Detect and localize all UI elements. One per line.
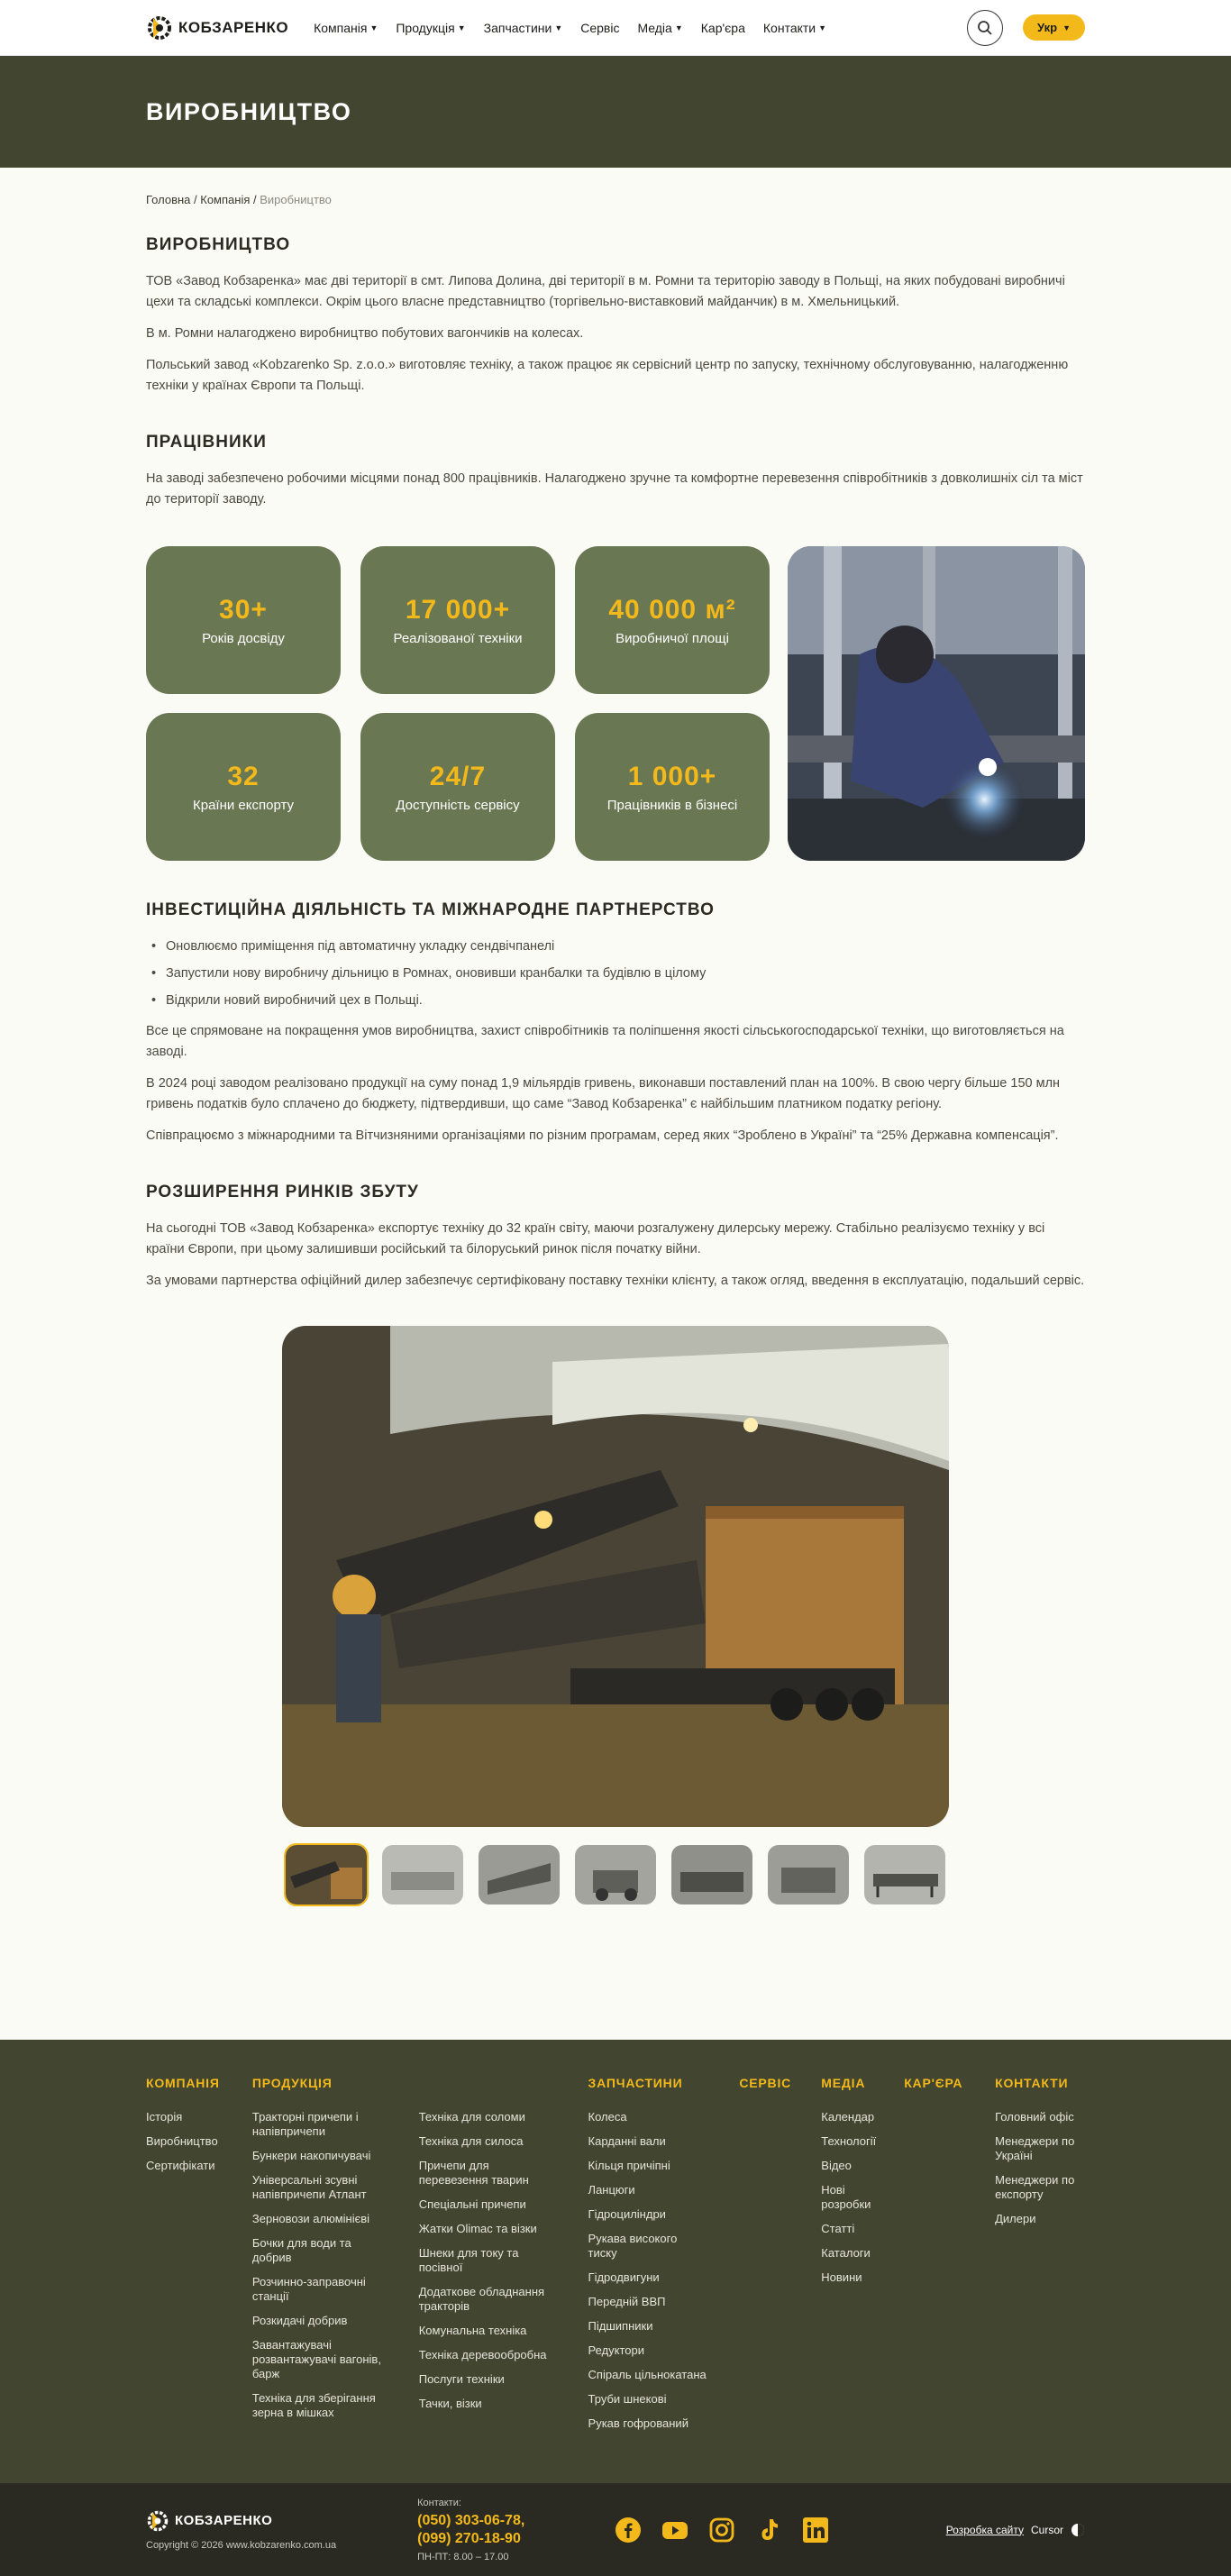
workers-heading: ПРАЦІВНИКИ (146, 433, 267, 452)
stat-value: 32 (227, 761, 260, 791)
footer-link[interactable]: Кільця причіпні (588, 2159, 670, 2172)
search-button[interactable] (967, 10, 1003, 46)
phone-link[interactable]: (099) 270-18-90 (417, 2530, 521, 2546)
search-icon (977, 20, 993, 36)
developer-credit[interactable] (946, 2523, 1085, 2537)
footer-link[interactable]: Технології (821, 2134, 877, 2148)
footer-link[interactable]: Рукава високого тиску (588, 2232, 678, 2260)
stat-label: Працівників в бізнесі (606, 797, 738, 813)
footer-link[interactable]: Причепи для перевезення тварин (418, 2159, 529, 2187)
footer-link[interactable]: Розкидачі добрив (251, 2314, 348, 2327)
stat-card (146, 546, 341, 694)
stat-label: Країни експорту (192, 797, 294, 813)
stat-label: Доступність сервісу (396, 797, 520, 813)
footer-link[interactable]: Завантажувачі розвантажувачі вагонів, барж (251, 2338, 381, 2380)
language-selector[interactable] (1023, 14, 1085, 41)
gallery-thumbnails (282, 1845, 949, 1905)
footer-link[interactable]: Бочки для води та добрив (251, 2236, 351, 2264)
gallery-thumbnail[interactable] (575, 1845, 656, 1905)
investment-paragraph: Все це спрямоване на покращення умов виробництва, захист співробітників та поліпшення якості сільськогосподарської техніки, що виготовляється на заводі. (146, 1024, 1064, 1059)
footer-link[interactable]: Техніка для силоса (418, 2134, 524, 2148)
social-links (615, 2517, 829, 2544)
nav-item-media[interactable]: Медіа ▼ (637, 20, 683, 35)
nav-item-company[interactable]: Компанія ▼ (314, 20, 378, 35)
stat-label: Реалізованої техніки (393, 630, 523, 646)
production-paragraph: Польський завод «Kobzarenko Sp. z.o.o.» виготовляє техніку, а також працює як сервісний центр по запуску, технічному обслуговуванню, налагодженню техніки у країнах Європи та Польщі. (146, 358, 1069, 393)
footer-link[interactable]: Спеціальні причепи (418, 2197, 526, 2211)
footer-link[interactable]: Зерновози алюмінієві (251, 2212, 370, 2225)
main-nav (314, 21, 826, 35)
footer-link[interactable]: Тракторні причепи і напівпричепи (251, 2110, 359, 2138)
footer-link[interactable]: Техніка деревообробна (418, 2348, 547, 2361)
footer-heading[interactable]: СЕРВІС (739, 2076, 792, 2090)
investment-heading: ІНВЕСТИЦІЙНА ДІЯЛЬНІСТЬ ТА МІЖНАРОДНЕ ПАРТНЕРСТВО (146, 900, 715, 919)
list-item: • Оновлюємо приміщення під автоматичну укладку сендвічпанелі (146, 936, 1085, 956)
footer-link[interactable]: Підшипники (588, 2319, 653, 2333)
footer-products-2 (419, 2076, 588, 2441)
workers-paragraph: На заводі забезпечено робочими місцями понад 800 працівників. Налагоджено зручне та комфортне перевезення співробітників з довколишніх сіл та міст до території заводу. (146, 471, 1083, 507)
footer-link[interactable]: Послуги техніки (418, 2372, 505, 2386)
list-item: • Запустили нову виробничу дільницю в Ромнах, оновивши кранбалки та будівлю в цілому (146, 964, 1085, 983)
stat-card (575, 546, 770, 694)
chevron-down-icon: ▼ (1062, 23, 1071, 32)
stat-value: 1 000+ (627, 761, 717, 791)
footer-logo[interactable] (146, 2509, 336, 2533)
footer-heading[interactable]: КОМПАНІЯ (146, 2076, 220, 2090)
gallery-thumbnail[interactable] (286, 1845, 367, 1905)
breadcrumb-company[interactable]: Компанія (200, 193, 251, 206)
phone-link[interactable]: (050) 303-06-78, (417, 2512, 525, 2528)
stats-section (146, 546, 1085, 861)
footer-link[interactable]: Техніка для соломи (418, 2110, 525, 2124)
logo-text: КОБЗАРЕНКО (178, 18, 289, 36)
footer-link[interactable]: Сертифікати (146, 2159, 215, 2172)
instagram-icon[interactable] (708, 2517, 735, 2544)
stat-card (575, 713, 770, 861)
footer-media (821, 2076, 904, 2441)
footer-heading[interactable]: КОНТАКТИ (995, 2076, 1069, 2090)
markets-paragraph: За умовами партнерства офіційний дилер забезпечує сертифіковану поставку техніки клієнту, а також огляд, введення в експлуатацію, подальший сервіс. (146, 1274, 1085, 1288)
bottom-bar (0, 2483, 1231, 2576)
investment-list (146, 936, 1085, 1010)
footer-link[interactable]: Менеджери по Україні (995, 2134, 1075, 2162)
footer-link[interactable]: Комунальна техніка (418, 2324, 527, 2337)
production-heading: ВИРОБНИЦТВО (146, 235, 291, 254)
footer-link[interactable]: Редуктори (588, 2343, 645, 2357)
footer-link[interactable]: Каталоги (821, 2246, 871, 2260)
markets-heading: РОЗШИРЕННЯ РИНКІВ ЗБУТУ (146, 1183, 419, 1201)
footer-link[interactable]: Відео (821, 2159, 852, 2172)
nav-item-parts[interactable]: Запчастини ▼ (483, 20, 563, 35)
stat-value: 40 000 м² (608, 594, 736, 625)
footer-link[interactable]: Універсальні зсувні напівпричепи Атлант (251, 2173, 367, 2201)
production-paragraph: В м. Ромни налагоджено виробництво побутових вагончиків на колесах. (146, 326, 584, 341)
footer-link[interactable]: Тачки, візки (418, 2397, 482, 2410)
logo-gear-icon (146, 2509, 169, 2533)
stat-card (360, 546, 555, 694)
nav-item-contacts[interactable]: Контакти ▼ (762, 20, 827, 35)
nav-item-products[interactable]: Продукція ▼ (396, 20, 466, 35)
list-item: • Відкрили новий виробничий цех в Польщі. (146, 991, 1085, 1010)
welding-photo (788, 546, 1085, 861)
chevron-down-icon: ▼ (674, 23, 683, 32)
footer-service (739, 2076, 821, 2441)
stat-value: 24/7 (429, 761, 487, 791)
stat-label: Виробничої площі (616, 630, 729, 646)
footer-link[interactable]: Жатки Olimac та візки (418, 2222, 537, 2235)
footer-link[interactable]: Ланцюги (588, 2183, 635, 2197)
copyright: Copyright © 2026 www.kobzarenko.com.ua (146, 2539, 337, 2551)
footer-products (252, 2076, 419, 2441)
gallery-thumbnail[interactable] (671, 1845, 752, 1905)
footer-career (904, 2076, 995, 2441)
footer-link[interactable]: Бункери накопичувачі (251, 2149, 371, 2162)
nav-item-career[interactable]: Кар'єра (700, 20, 745, 35)
developer-name: Cursor (1030, 2523, 1063, 2536)
stat-label: Років досвіду (202, 630, 285, 646)
footer-link[interactable]: Карданні вали (588, 2134, 666, 2148)
footer-heading[interactable]: ЗАПЧАСТИНИ (588, 2076, 683, 2090)
chevron-down-icon: ▼ (457, 23, 466, 32)
page-title: ВИРОБНИЦТВО (146, 97, 352, 125)
gallery-thumbnail[interactable] (382, 1845, 463, 1905)
stat-value: 30+ (219, 594, 268, 625)
footer-link[interactable]: Спіраль цільнокатана (588, 2368, 707, 2381)
footer-link[interactable]: Розчинно-заправочні станції (251, 2275, 366, 2303)
chevron-down-icon: ▼ (554, 23, 563, 32)
chevron-down-icon: ▼ (369, 23, 378, 32)
footer-contacts (995, 2076, 1085, 2441)
footer-company (146, 2076, 252, 2441)
footer-link[interactable]: Передній ВВП (588, 2295, 666, 2308)
footer-link[interactable]: Гідродвигуни (588, 2270, 660, 2284)
language-label: Укр (1037, 21, 1058, 34)
breadcrumb-current: Виробництво (260, 193, 332, 206)
chevron-down-icon: ▼ (818, 23, 827, 32)
header (0, 0, 1231, 56)
logo[interactable] (146, 14, 288, 41)
breadcrumb: Головна / Компанія / Виробництво (146, 193, 332, 206)
logo-gear-icon (146, 14, 173, 41)
investment-paragraph: В 2024 році заводом реалізовано продукції на суму понад 1,9 мільярдів гривень, виконавши поставлений план на 100%. В свою чергу більше 150 млн гривень податків було сплачено до бюджету, підтвердивши, що саме “Завод Кобзаренка” є найбільшим платником податку регіону. (146, 1076, 1061, 1111)
nav-item-service[interactable]: Сервіс (580, 20, 620, 35)
contacts-label: Контакти: (417, 2497, 461, 2508)
footer-link[interactable]: Головний офіс (995, 2110, 1074, 2124)
stat-card (146, 713, 341, 861)
footer-heading[interactable]: КАР'ЄРА (904, 2076, 963, 2090)
working-hours: ПН-ПТ: 8.00 – 17.00 (417, 2551, 509, 2562)
footer-link[interactable]: Календар (821, 2110, 875, 2124)
gallery-thumbnail[interactable] (864, 1845, 945, 1905)
gallery-main-image[interactable] (282, 1326, 949, 1827)
footer-link[interactable]: Дилери (995, 2212, 1036, 2225)
footer-link[interactable]: Нові розробки (821, 2183, 871, 2211)
hero-banner (0, 56, 1231, 168)
stat-value: 17 000+ (405, 594, 511, 625)
footer-link[interactable]: Статті (821, 2222, 855, 2235)
footer-link[interactable]: Новини (821, 2270, 862, 2284)
footer-link[interactable]: Техніка для зберігання зерна в мішках (251, 2391, 376, 2419)
investment-paragraph: Співпрацюємо з міжнародними та Вітчизняними організаціями по різним програмам, серед яких “Зроблено в Україні” та “25% Державна компенсація”. (146, 1128, 1059, 1143)
gallery-thumbnail[interactable] (479, 1845, 560, 1905)
breadcrumb-home[interactable]: Головна (146, 193, 191, 206)
production-paragraph: ТОВ «Завод Кобзаренка» має дві території в смт. Липова Долина, дві території в м. Ромни та територію заводу в Польщі, на яких побудовані виробничі цехи та складські комплекси. Окрім цього власне представництво (торгівельно-виставковий майданчик) в м. Хмельницький. (146, 274, 1065, 309)
footer-link[interactable]: Труби шнекові (588, 2392, 667, 2406)
logo-text: КОБЗАРЕНКО (175, 2513, 273, 2528)
footer-link[interactable]: Шнеки для току та посівної (418, 2246, 519, 2274)
footer-parts (588, 2076, 740, 2441)
footer-link[interactable]: Колеса (588, 2110, 627, 2124)
footer-link[interactable]: Гідроциліндри (588, 2207, 666, 2221)
developer-label: Розробка сайту (945, 2523, 1024, 2536)
footer-link[interactable]: Менеджери по експорту (995, 2173, 1075, 2201)
stat-card (360, 713, 555, 861)
gallery-thumbnail[interactable] (768, 1845, 849, 1905)
footer-link[interactable]: Історія (146, 2110, 183, 2124)
footer-link[interactable]: Рукав гофрований (588, 2416, 688, 2430)
linkedin-icon[interactable] (802, 2517, 829, 2544)
tiktok-icon[interactable] (755, 2517, 782, 2544)
footer-link[interactable]: Додаткове обладнання тракторів (418, 2285, 545, 2313)
footer-link[interactable]: Виробництво (146, 2134, 218, 2148)
footer-heading[interactable]: МЕДІА (821, 2076, 866, 2090)
facebook-icon[interactable] (615, 2517, 642, 2544)
footer-contacts-block (417, 2498, 524, 2562)
youtube-icon[interactable] (661, 2517, 688, 2544)
markets-paragraph: На сьогодні ТОВ «Завод Кобзаренка» експортує техніку до 32 країн світу, маючи розгалужену дилерську мережу. Стабільно реалізуємо техніку у всі країни Європи, при цьому залишивши російський та білоруський ринок після початку війни. (146, 1221, 1045, 1256)
footer-heading[interactable]: ПРОДУКЦІЯ (251, 2076, 333, 2090)
footer (0, 2040, 1231, 2483)
cursor-logo-icon (1071, 2523, 1085, 2537)
